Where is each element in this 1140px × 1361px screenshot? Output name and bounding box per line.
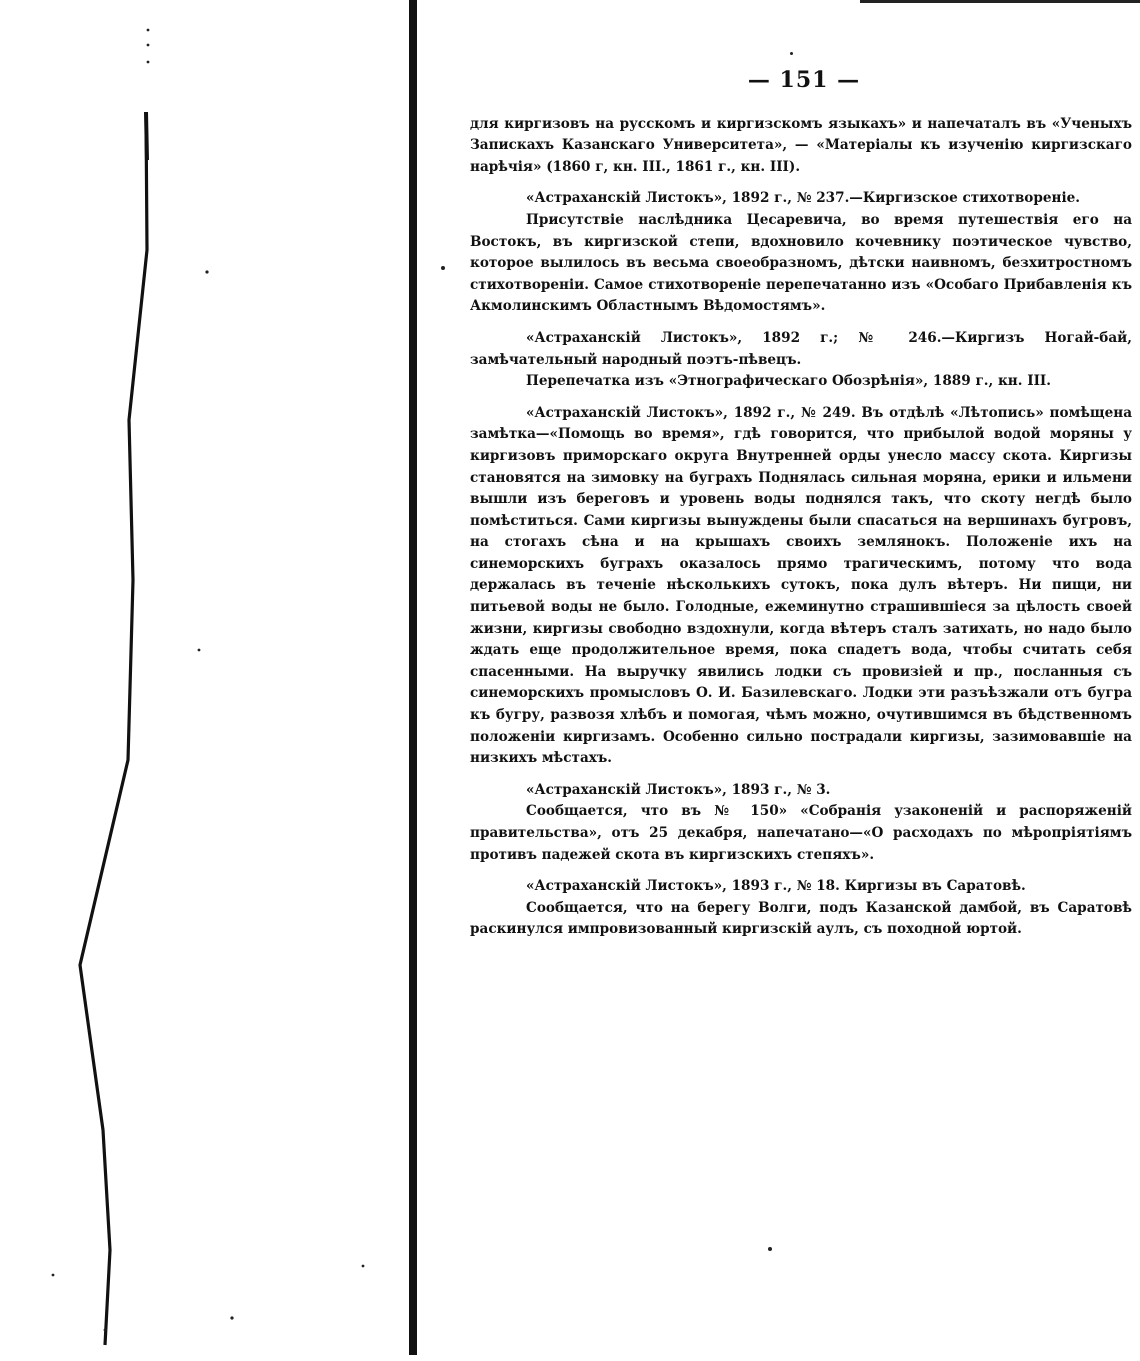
paragraph: «Астраханскій Листокъ», 1892 г., № 249. Въ отдѣлѣ «Лѣтопись» помѣщена замѣтка—«Помощь во время», гдѣ говорится, что прибылой водой моряны у киргизовъ приморскаго округа Внутренней орды унесло массу скота. Киргизы становятся на зимовку на буграхъ Поднялась сильная моряна, ерики и ильмени вышли изъ береговъ и уровень воды поднялся такъ, что скоту негдѣ было помѣститься. Сами киргизы вынуждены были спасаться на вершинахъ бугровъ, на стогахъ сѣна и на крышахъ своихъ землянокъ. Положеніе ихъ на синеморскихъ буграхъ оказалось прямо трагическимъ, потому что вода держалась въ теченіе нѣсколькихъ сутокъ, пока дулъ вѣтеръ. Ни пищи, ни питьевой воды не было. Голодные, ежеминутно страшившіеся за цѣлость своей жизни, киргизы свободно вздохнули, когда вѣтеръ сталъ затихать, но надо было ждать еще продолжительное время, пока спадетъ вода, чтобы считать себя спасенными. На выручку явились лодки съ провизіей и пр., посланныя съ синеморскихъ промысловъ О. И. Базилевскаго. Лодки эти разъѣзжали отъ бугра къ бугру, развозя хлѣбъ и помогая, чѣмъ можно, очутившимся въ бѣдственномъ положеніи киргизамъ. Особенно сильно пострадали киргизы, зазимовавшіе на низкихъ мѣстахъ.: [470, 404, 1132, 767]
paragraph-gap: [470, 318, 1132, 328]
paragraph: «Астраханскій Листокъ», 1893 г., № 3.: [526, 781, 831, 798]
paragraph: для киргизовъ на русскомъ и киргизскомъ языкахъ» и напечаталъ въ «Ученыхъ Запискахъ Казанскаго Университета», — «Матеріалы къ изученію киргизскаго нарѣчія» (1860 г, кн. III., 1861 г., кн. III).: [470, 115, 1132, 175]
speck: [441, 266, 445, 270]
page-number: — 151 —: [747, 67, 861, 93]
paragraph-gap: [470, 770, 1132, 780]
paragraph: «Астраханскій Листокъ», 1892 г.; № 246.—Киргизъ Ногай-бай, замѣчательный народный поэтъ-пѣвецъ.: [470, 329, 1132, 368]
paragraph: «Астраханскій Листокъ», 1893 г., № 18. Киргизы въ Саратовѣ.: [526, 878, 1026, 895]
paragraph-gap: [470, 393, 1132, 403]
paragraph-list: [470, 114, 1132, 941]
paragraph: Присутствіе наслѣдника Цесаревича, во время путешествія его на Востокъ, въ киргизской степи, вдохновило кочевнику поэтическое чувство, которое вылилось въ весьма своеобразномъ, дѣтски наивномъ, безхитростномъ стихотвореніи. Самое стихотвореніе перепечатанно изъ «Особаго Прибавленія къ Акмолинскимъ Областнымъ Вѣдомостямъ».: [470, 211, 1132, 315]
paragraph-gap: [470, 178, 1132, 188]
paragraph: Перепечатка изъ «Этнографическаго Обозрѣнія», 1889 г., кн. III.: [526, 373, 1052, 390]
paragraph: «Астраханскій Листокъ», 1892 г., № 237.—Киргизское стихотвореніе.: [526, 190, 1081, 207]
page-edge-curl-line: [0, 0, 410, 1361]
paragraph: Сообщается, что на берегу Волги, подъ Казанской дамбой, въ Саратовѣ раскинулся импровизованный киргизскій аулъ, съ походной юртой.: [470, 899, 1132, 938]
page-text-column: [470, 67, 1132, 941]
paragraph-gap: [470, 866, 1132, 876]
left-margin-page-edge: [0, 0, 410, 1361]
speck: [768, 1247, 772, 1251]
speck: [790, 52, 793, 55]
top-edge-rule: [860, 0, 1140, 3]
paragraph: Сообщается, что въ № 150» «Собранія узаконеній и распоряженій правительства», отъ 25 декабря, напечатано—«О расходахъ по мѣропріятіямъ противъ падежей скота въ киргизскихъ степяхъ».: [470, 803, 1132, 863]
book-spine-line: [409, 0, 417, 1355]
